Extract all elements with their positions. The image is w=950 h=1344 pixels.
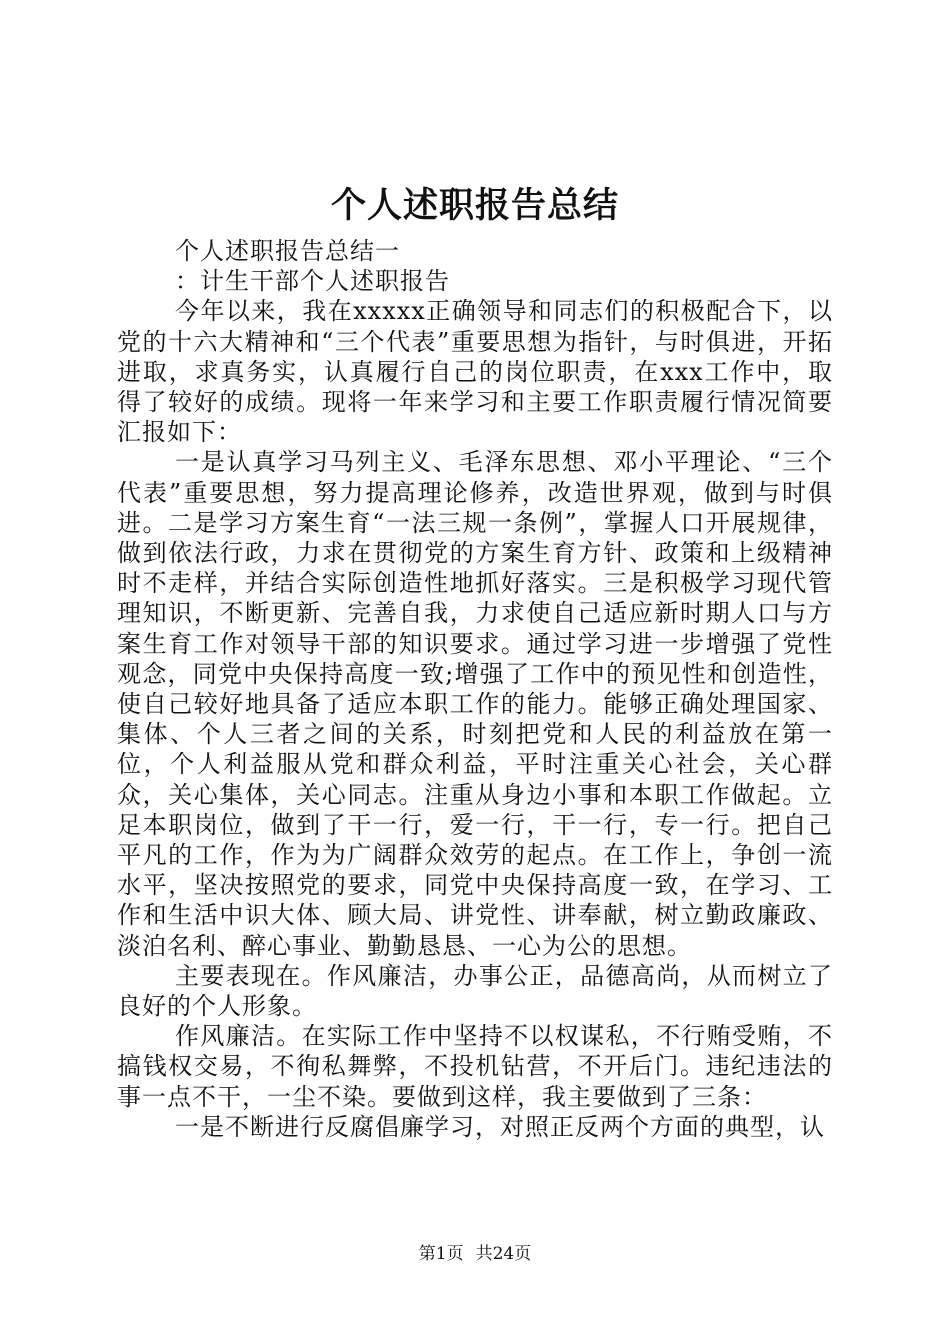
- study-paragraph: 一是认真学习马列主义、毛泽东思想、邓小平理论、“三个代表”重要思想，努力提高理论修养，改造世界观，做到与时俱进。二是学习方案生育“一法三规一条例”，掌握人口开展规律，做到依法行政，力求在贯彻党的方案生育方针、政策和上级精神时不走样，并结合实际创造性地抓好落实。三是积极学习现代管理知识，不断更新、完善自我，力求使自己适应新时期人口与方案生育工作对领导干部的知识要求。通过学习进一步增强了党性观念，同党中央保持高度一致;增强了工作中的预见性和创造性，使自己较好地具备了适应本职工作的能力。能够正确处理国家、集体、个人三者之间的关系，时刻把党和人民的利益放在第一位，个人利益服从党和群众利益，平时注重关心社会，关心群众，关心集体，关心同志。注重从身边小事和本职工作做起。立足本职岗位，做到了干一行，爱一行，干一行，专一行。把自己平凡的工作，作为为广阔群众效劳的起点。在工作上，争创一流水平，坚决按照党的要求，同党中央保持高度一致，在学习、工作和生活中识大体、顾大局、讲党性、讲奉献，树立勤政廉政、淡泊名利、醉心事业、勤勤恳恳、一心为公的思想。: [117, 448, 833, 960]
- document-body: [117, 236, 833, 1142]
- subheading-paragraph: ：计生干部个人述职报告: [175, 267, 450, 296]
- page-number: 第1页: [418, 1244, 464, 1264]
- page-total: 共24页: [475, 1244, 532, 1264]
- integrity-paragraph: 作风廉洁。在实际工作中坚持不以权谋私，不行贿受贿，不搞钱权交易，不徇私舞弊，不投机钻营，不开后门。违纪违法的事一点不干，一尘不染。要做到这样，我主要做到了三条：: [117, 1022, 833, 1111]
- point-one-paragraph: 一是不断进行反腐倡廉学习，对照正反两个方面的典型，认: [175, 1112, 825, 1141]
- page-footer: [0, 1242, 950, 1266]
- performance-paragraph: 主要表现在。作风廉洁，办事公正，品德高尚，从而树立了良好的个人形象。: [117, 961, 833, 1021]
- subtitle-paragraph: 个人述职报告总结一: [175, 237, 400, 265]
- document-title: 个人述职报告总结: [330, 185, 619, 226]
- intro-paragraph: 今年以来，我在xxxxx正确领导和同志们的积极配合下，以党的十六大精神和“三个代表”重要思想为指针，与时俱进，开拓进取，求真务实，认真履行自己的岗位职责，在xxx工作中，取得了较好的成绩。现将一年来学习和主要工作职责履行情况简要汇报如下：: [117, 297, 833, 447]
